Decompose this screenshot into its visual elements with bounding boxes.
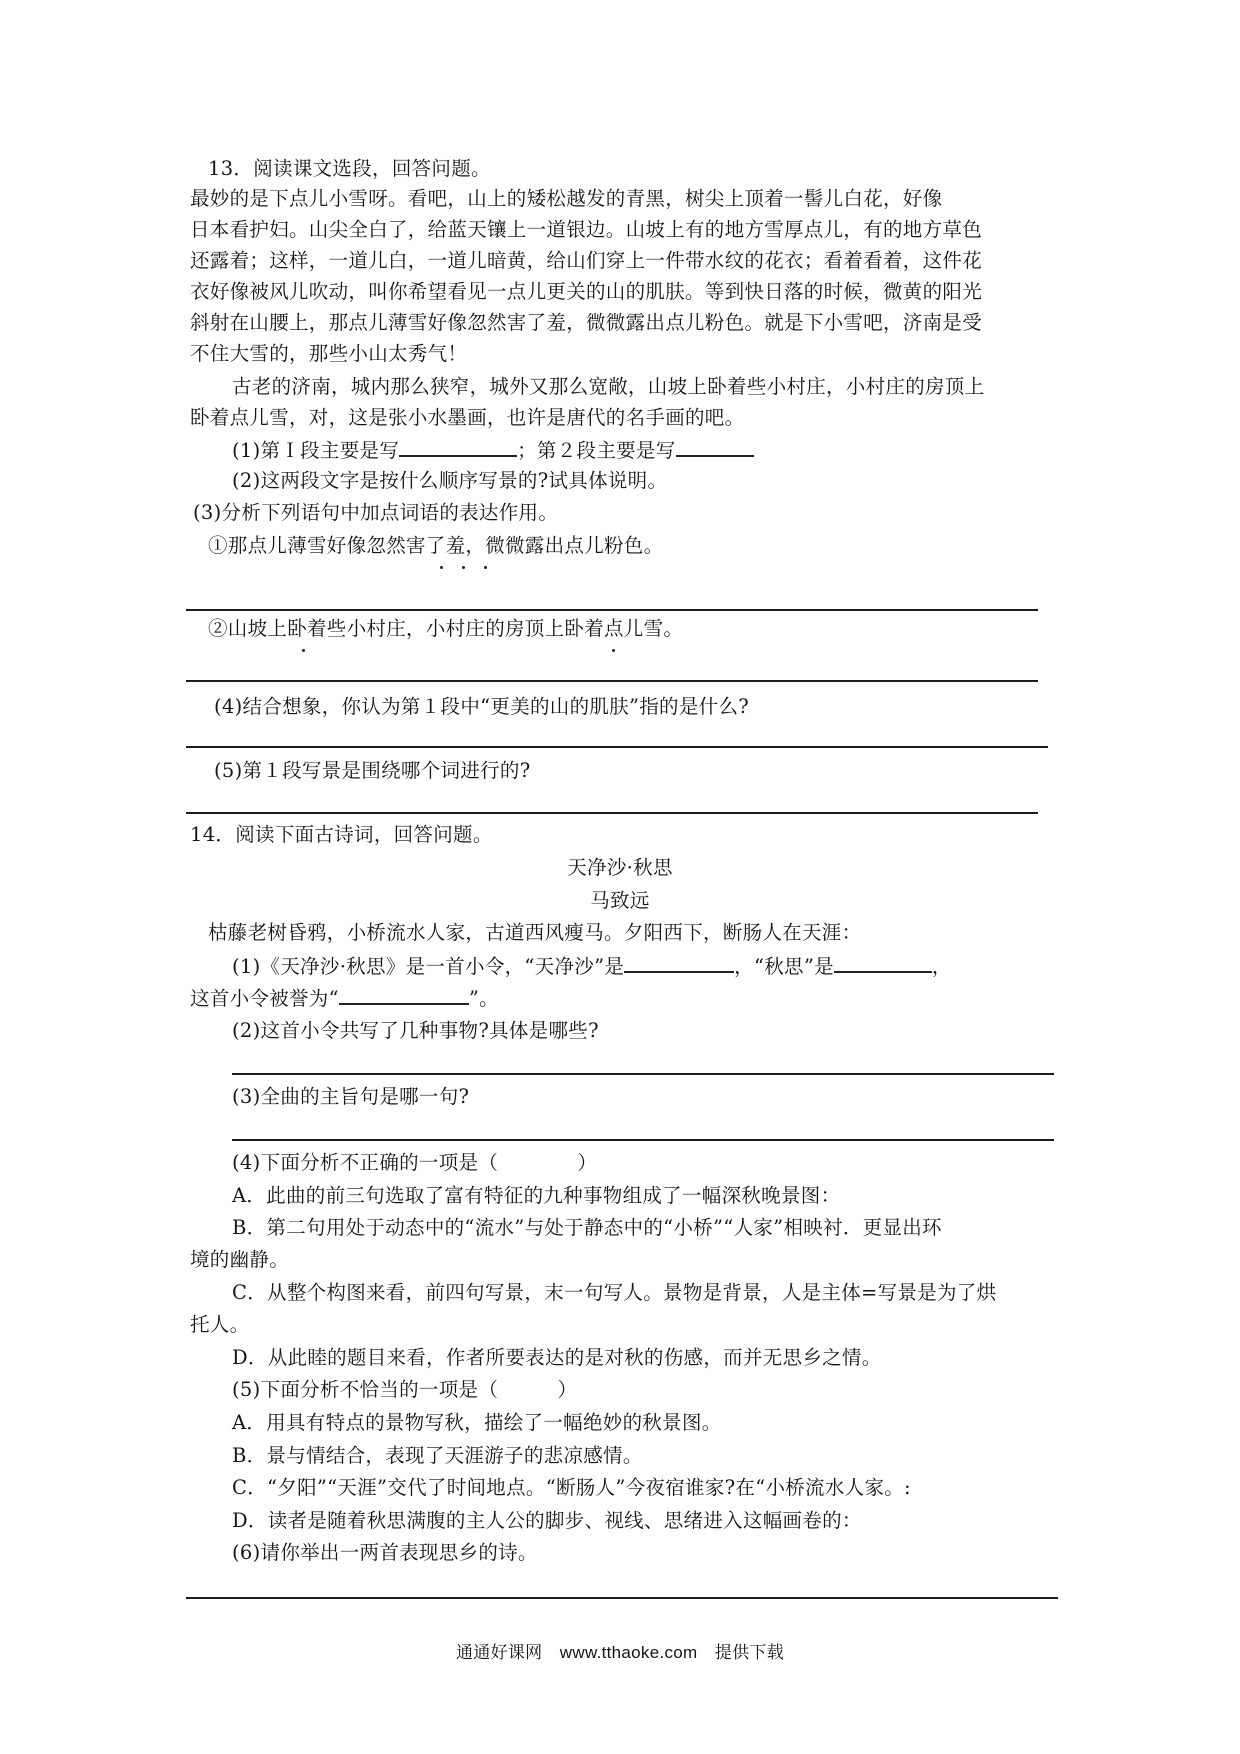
answer-blank[interactable] [676, 437, 754, 457]
page-footer: 通通好课网 www.tthaoke.com 提供下载 [455, 1643, 785, 1662]
q13-passage-line-7: 古老的济南，城内那么狭窄，城外又那么宽敞，山坡上卧着些小村庄，小村庄的房顶上 [232, 375, 985, 398]
q14-sub4-option-b: B．第二句用处于动态中的“流水”与处于静态中的“小桥”“人家”相映衬．更显出环 [232, 1216, 942, 1239]
q13-sub3: (3)分析下列语句中加点词语的表达作用。 [193, 501, 559, 524]
q14-sub1-cont [190, 985, 499, 1012]
q14-sub4-option-b-cont: 境的幽静。 [190, 1248, 290, 1271]
answer-blank[interactable] [399, 437, 517, 457]
answer-blank[interactable] [624, 953, 734, 973]
emphasis-dot [440, 566, 443, 569]
poem-title: 天净沙·秋思 [567, 856, 673, 879]
q13-passage-line-4: 衣好像被风儿吹动，叫你希望看见一点儿更关的山的肌肤。等到快日落的时候，微黄的阳光 [190, 280, 983, 303]
q13-passage-line-8: 卧着点儿雪，对，这是张小水墨画，也许是唐代的名手画的吧。 [190, 406, 745, 429]
q13-passage-line-5: 斜射在山腰上，那点儿薄雪好像忽然害了羞，微微露出点儿粉色。就是下小雪吧，济南是受 [190, 311, 983, 334]
q14-title: 14．阅读下面古诗词，回答问题。 [190, 823, 493, 846]
emphasis-dot [302, 649, 305, 652]
q13-sub5: (5)第１段写景是围绕哪个词进行的? [214, 759, 531, 782]
q14-sub4-option-d: D．从此睦的题目来看，作者所要表达的是对秋的伤感，而并无思乡之情。 [232, 1346, 882, 1369]
emphasis-dot [612, 649, 615, 652]
answer-blank[interactable] [834, 953, 932, 973]
q14-sub5-option-a: A．用具有特点的景物写秋，描绘了一幅绝妙的秋景图。 [232, 1411, 722, 1434]
q13-title: 13．阅读课文选段，回答问题。 [208, 157, 491, 180]
q13-sub1-text-b: ；第２段主要是写 [517, 439, 676, 462]
q14-sub4-option-c-cont: 托人。 [190, 1313, 250, 1336]
poem-author: 马致远 [590, 889, 650, 912]
answer-line[interactable] [186, 609, 1038, 611]
q14-sub1-text-e: ”。 [468, 987, 499, 1010]
q14-sub5-option-b: B．景与情结合，表现了天涯游子的悲凉感情。 [232, 1444, 643, 1467]
q14-sub5-option-c: C．“夕阳”“天涯”交代了时间地点。“断肠人”今夜宿谁家?在“小桥流水人家。: [232, 1476, 911, 1499]
q14-sub1-text-d: 这首小令被誉为“ [190, 987, 339, 1010]
answer-blank[interactable] [339, 985, 469, 1005]
q14-sub2: (2)这首小令共写了几种事物?具体是哪些? [232, 1019, 599, 1042]
q14-sub6: (6)请你举出一两首表现思乡的诗。 [232, 1541, 538, 1564]
q13-sub3-item2: ②山坡上卧着些小村庄，小村庄的房顶上卧着点儿雪。 [208, 617, 684, 640]
q14-sub3: (3)全曲的主旨句是哪一句? [232, 1085, 470, 1108]
answer-line[interactable] [186, 812, 1038, 814]
answer-line[interactable] [232, 1139, 1054, 1141]
poem-text: 枯藤老树昏鸦，小桥流水人家，古道西风瘦马。夕阳西下，断肠人在天涯： [208, 921, 862, 944]
q13-sub3-item1: ①那点儿薄雪好像忽然害了羞，微微露出点儿粉色。 [208, 534, 664, 557]
emphasis-dot [484, 566, 487, 569]
emphasis-dot [462, 566, 465, 569]
q14-sub5: (5)下面分析不恰当的一项是（ ） [232, 1378, 578, 1401]
answer-line[interactable] [232, 1073, 1054, 1075]
q13-sub2: (2)这两段文字是按什么顺序写景的?试具体说明。 [232, 469, 668, 492]
q14-sub1-text-c: ， [931, 955, 952, 978]
q13-sub4: (4)结合想象，你认为第１段中“更美的山的肌肤”指的是什么? [214, 695, 750, 718]
q14-sub5-option-d: D．读者是随着秋思满腹的主人公的脚步、视线、思绪进入这幅画卷的： [232, 1509, 862, 1532]
answer-line[interactable] [186, 746, 1048, 748]
q14-sub1-text-a: (1)《天净沙·秋思》是一首小令，“天净沙”是 [232, 955, 625, 978]
answer-line[interactable] [186, 680, 1038, 682]
q14-sub4: (4)下面分析不正确的一项是（ ） [232, 1151, 598, 1174]
q13-sub1-text-a: (1)第Ｉ段主要是写 [232, 439, 400, 462]
q13-passage-line-2: 日本看护妇。山尖全白了，给蓝天镶上一道银边。山坡上有的地方雪厚点儿，有的地方草色 [190, 218, 983, 241]
q13-sub1 [232, 437, 754, 464]
q13-passage-line-3: 还露着；这样，一道儿白，一道儿暗黄，给山们穿上一件带水纹的花衣；看着看着，这件花 [190, 249, 983, 272]
answer-line[interactable] [186, 1597, 1058, 1599]
q14-sub4-option-a: A．此曲的前三句选取了富有特征的九种事物组成了一幅深秋晚景图： [232, 1184, 841, 1207]
q14-sub1-text-b: ，“秋思”是 [734, 955, 834, 978]
q14-sub1 [232, 953, 952, 980]
q13-passage-line-1: 最妙的是下点儿小雪呀。看吧，山上的矮松越发的青黑，树尖上顶着一髻儿白花，好像 [190, 187, 943, 210]
q13-passage-line-6: 不住大雪的，那些小山太秀气！ [190, 342, 468, 365]
q14-sub4-option-c: C．从整个构图来看，前四句写景，末一句写人。景物是背景，人是主体=写景是为了烘 [232, 1281, 997, 1304]
